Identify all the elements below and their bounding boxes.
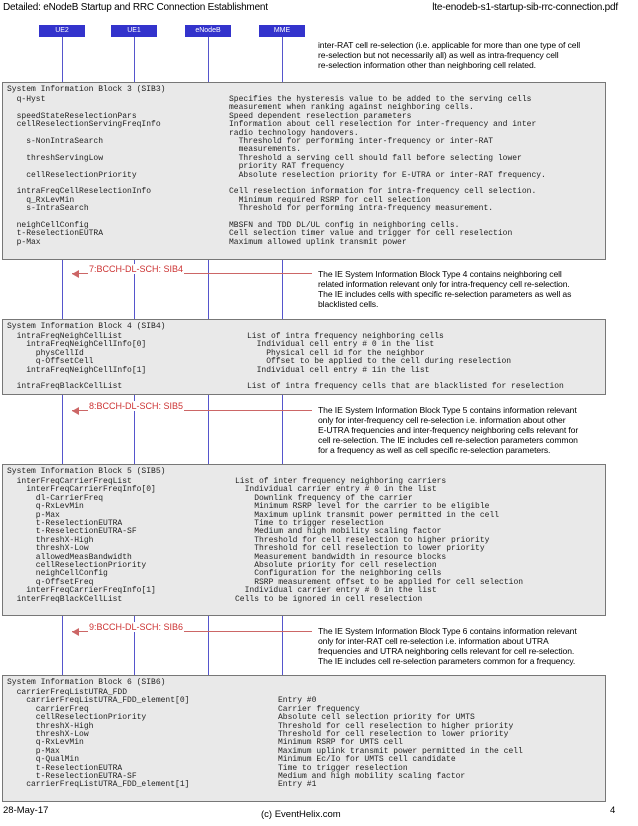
note-line: E-UTRA frequencies and inter-frequency neighboring cells relevant for xyxy=(318,425,579,435)
parameter-name: carrierFreqListUTRA_FDD_element[1] xyxy=(7,780,190,790)
note-line: re-selection information other than neighboring cell related. xyxy=(318,60,536,70)
parameter-description: Downlink frequency of the carrier xyxy=(235,493,413,503)
parameter-name: interFreqCarrierFreqInfo[0] xyxy=(7,485,156,495)
note-sib3 xyxy=(318,40,618,70)
note-line: only for inter-frequency cell re-selection i.e. information about other xyxy=(318,415,566,425)
message-label: 7:BCCH-DL-SCH: SIB4 xyxy=(89,264,184,274)
parameter-description: Cell reselection information for intra-frequency cell selection. xyxy=(229,187,537,197)
parameter-description: Cell selection timer value and trigger for cell reselection xyxy=(229,229,513,239)
parameter-name: intraFreqBlackCellList xyxy=(7,382,123,392)
parameter-description: Threshold for cell reselection to lower priority xyxy=(235,544,485,554)
parameter-name: threshServingLow xyxy=(7,153,104,163)
parameter-description: List of intra frequency neighboring cells xyxy=(247,332,444,341)
parameter-description: Minimum RSRP for UMTS cell xyxy=(278,738,403,748)
parameter-name: carrierFreq xyxy=(7,704,89,714)
parameter-description: Entry #0 xyxy=(278,696,317,706)
parameter-name: intraFreqCellReselectionInfo xyxy=(7,187,152,197)
parameter-description: Maximum allowed uplink transmit power xyxy=(229,237,407,247)
parameter-description: measurement when ranking against neighboring cells. xyxy=(229,103,474,113)
parameter-name: dl-CarrierFreq xyxy=(7,493,104,503)
parameter-description: Entry #1 xyxy=(278,780,317,790)
parameter-description: Maximum uplink transmit power permitted in the cell xyxy=(235,510,500,520)
parameter-description: Threshold for cell reselection to higher priority xyxy=(235,535,490,545)
header-title: Detailed: eNodeB Startup and RRC Connection Establishment xyxy=(3,2,268,13)
parameter-description: Absolute cell selection priority for UMTS xyxy=(278,713,475,723)
parameter-description: Time to trigger reselection xyxy=(278,763,408,773)
parameter-name: q-Hyst xyxy=(7,95,46,104)
sib3-box xyxy=(2,82,606,260)
parameter-name: q-OffsetFreq xyxy=(7,577,94,587)
parameter-name: threshX-Low xyxy=(7,730,89,739)
parameter-description: measurements. xyxy=(229,145,302,155)
parameter-description: Minimum Ec/Io for UMTS cell candidate xyxy=(278,755,456,765)
parameter-name: t-ReselectionEUTRA xyxy=(7,763,123,773)
message-sib6 xyxy=(72,623,312,637)
parameter-description: Measurement bandwidth in resource blocks xyxy=(235,552,447,562)
sib3-row xyxy=(7,238,603,248)
parameter-description: List of inter frequency neighboring carriers xyxy=(235,477,447,486)
parameter-description: Threshold a serving cell should fall before selecting lower xyxy=(229,153,522,163)
note-line: The IE System Information Block Type 4 contains neighboring cell xyxy=(318,269,562,279)
parameter-description: Absolute priority for cell reselection xyxy=(235,561,437,570)
entity-enodeb: eNodeB xyxy=(185,25,231,37)
parameter-description: MBSFN and TDD DL/UL config in neighboring cells. xyxy=(229,221,460,230)
parameter-name: t-ReselectionEUTRA-SF xyxy=(7,527,137,537)
parameter-name: physCellId xyxy=(7,348,84,358)
parameter-description: Medium and high mobility scaling factor xyxy=(235,527,442,537)
parameter-name: threshX-Low xyxy=(7,544,89,554)
note-line: The IE System Information Block Type 6 contains information relevant xyxy=(318,626,577,636)
parameter-name: t-ReselectionEUTRA-SF xyxy=(7,772,137,781)
footer-page-number: 4 xyxy=(610,805,616,816)
parameter-name: threshX-High xyxy=(7,721,94,731)
note-sib5 xyxy=(318,405,618,455)
parameter-name: interFreqBlackCellList xyxy=(7,594,123,604)
parameter-description: Physical cell id for the neighbor xyxy=(247,348,425,358)
parameter-description: List of intra frequency cells that are blacklisted for reselection xyxy=(247,382,564,392)
note-line: inter-RAT cell re-selection (i.e. applicable for more than one type of cell xyxy=(318,40,581,50)
header-filename: lte-enodeb-s1-startup-sib-rrc-connection.pdf xyxy=(432,2,618,13)
parameter-name: intraFreqNeighCellInfo[0] xyxy=(7,340,147,350)
parameter-name: allowedMeasBandwidth xyxy=(7,552,132,562)
entity-ue1: UE1 xyxy=(111,25,157,37)
parameter-name: cellReselectionPriority xyxy=(7,561,147,570)
parameter-description: Threshold for performing inter-frequency or inter-RAT xyxy=(229,137,494,146)
parameter-description: Configuration for the neighboring cells xyxy=(235,569,442,579)
sib4-box xyxy=(2,319,606,395)
note-sib4 xyxy=(318,269,618,309)
parameter-name: q_RxLevMin xyxy=(7,195,75,205)
parameter-name: interFreqCarrierFreqList xyxy=(7,477,132,486)
parameter-description: Absolute reselection priority for E-UTRA or inter-RAT frequency. xyxy=(229,170,546,180)
parameter-name: carrierFreqListUTRA_FDD xyxy=(7,688,128,697)
message-sib5 xyxy=(72,402,312,416)
parameter-name: neighCellConfig xyxy=(7,569,108,579)
parameter-name: t-ReselectionEUTRA xyxy=(7,519,123,528)
parameter-description: Individual carrier entry # 0 in the list xyxy=(235,485,437,495)
parameter-name: speedStateReselectionPars xyxy=(7,111,137,121)
parameter-description: Cells to be ignored in cell reselection xyxy=(235,594,423,604)
parameter-name: p-Max xyxy=(7,237,41,247)
parameter-name: p-Max xyxy=(7,510,60,520)
parameter-description: Specifies the hysteresis value to be added to the serving cells xyxy=(229,95,532,104)
arrow-head-icon xyxy=(72,270,79,278)
parameter-name: intraFreqNeighCellList xyxy=(7,332,123,341)
parameter-name: q-OffsetCell xyxy=(7,357,94,367)
note-line: The IE System Information Block Type 5 contains information relevant xyxy=(318,405,577,415)
parameter-name: p-Max xyxy=(7,746,60,756)
note-line: for a frequency as well as cell specific re-selection parameters. xyxy=(318,445,551,455)
sib5-row xyxy=(7,595,603,605)
note-line: cell re-selection. The IE includes cell re-selection parameters common xyxy=(318,435,578,445)
sib5-box xyxy=(2,464,606,616)
message-label: 9:BCCH-DL-SCH: SIB6 xyxy=(89,622,184,632)
parameter-description: Time to trigger reselection xyxy=(235,519,384,528)
parameter-description: Threshold for cell reselection to lower priority xyxy=(278,730,509,739)
footer-copyright: (c) EventHelix.com xyxy=(261,809,341,820)
parameter-name: intraFreqNeighCellInfo[1] xyxy=(7,365,147,375)
message-sib4 xyxy=(72,265,312,279)
parameter-name: q-QualMin xyxy=(7,755,80,765)
parameter-description: Minimum required RSRP for cell selection xyxy=(229,195,431,205)
sib4-row xyxy=(7,382,603,392)
sib6-box xyxy=(2,675,606,802)
parameter-description: Speed dependent reselection parameters xyxy=(229,111,412,121)
note-line: blacklisted cells. xyxy=(318,299,379,309)
arrow-head-icon xyxy=(72,407,79,415)
parameter-description: Individual cell entry # 1in the list xyxy=(247,365,430,375)
sib6-row xyxy=(7,780,603,790)
note-line: frequencies and UTRA neighboring cells relevant for cell re-selection. xyxy=(318,646,575,656)
footer-date: 28-May-17 xyxy=(3,805,49,816)
parameter-description: Carrier frequency xyxy=(278,704,360,714)
note-line: related information relevant only for intra-frequency cell re-selection. xyxy=(318,279,570,289)
parameter-description: RSRP measurement offset to be applied for cell selection xyxy=(235,577,524,587)
entity-ue2: UE2 xyxy=(39,25,85,37)
entity-mme: MME xyxy=(259,25,305,37)
parameter-description: Individual cell entry # 0 in the list xyxy=(247,340,435,350)
sib5-title: System Information Block 5 (SIB5) xyxy=(7,467,166,476)
parameter-description: Threshold for cell reselection to higher priority xyxy=(278,721,514,731)
note-line: only for inter-RAT cell re-selection i.e. information about UTRA xyxy=(318,636,549,646)
parameter-description: Minimum RSRP level for the carrier to be eligible xyxy=(235,502,490,512)
note-sib6 xyxy=(318,626,618,666)
parameter-name: q-RxLevMin xyxy=(7,738,84,748)
parameter-name: s-IntraSearch xyxy=(7,204,89,214)
parameter-name: cellReselectionPriority xyxy=(7,170,137,180)
note-line: The IE includes cell re-selection parameters common for a frequency. xyxy=(318,656,576,666)
parameter-name: cellReselectionServingFreqInfo xyxy=(7,120,161,130)
parameter-name: interFreqCarrierFreqInfo[1] xyxy=(7,586,156,596)
sib3-title: System Information Block 3 (SIB3) xyxy=(7,85,166,94)
sib6-title: System Information Block 6 (SIB6) xyxy=(7,678,166,687)
parameter-name: t-ReselectionEUTRA xyxy=(7,229,104,239)
message-label: 8:BCCH-DL-SCH: SIB5 xyxy=(89,401,184,411)
parameter-description: Maximum uplink transmit power permitted in the cell xyxy=(278,746,523,756)
parameter-description: Threshold for performing intra-frequency measurement. xyxy=(229,204,494,214)
note-line: re-selection but not necessarily all) as well as intra-frequency cell xyxy=(318,50,559,60)
parameter-name: threshX-High xyxy=(7,535,94,545)
parameter-name: neighCellConfig xyxy=(7,221,89,230)
parameter-name: carrierFreqListUTRA_FDD_element[0] xyxy=(7,696,190,706)
parameter-name: q-RxLevMin xyxy=(7,502,84,512)
parameter-description: Information about cell reselection for inter-frequency and inter xyxy=(229,120,537,130)
note-line: The IE includes cells with specific re-selection parameters as well as xyxy=(318,289,572,299)
parameter-description: Medium and high mobility scaling factor xyxy=(278,772,466,781)
parameter-description: Offset to be applied to the cell during reselection xyxy=(247,357,512,367)
arrow-head-icon xyxy=(72,628,79,636)
parameter-name: s-NonIntraSearch xyxy=(7,137,104,146)
parameter-description: radio technology handovers. xyxy=(229,128,359,138)
parameter-name: cellReselectionPriority xyxy=(7,713,147,723)
sib4-title: System Information Block 4 (SIB4) xyxy=(7,322,166,331)
parameter-description: priority RAT frequency xyxy=(229,162,345,172)
parameter-description: Individual carrier entry # 0 in the list xyxy=(235,586,437,596)
